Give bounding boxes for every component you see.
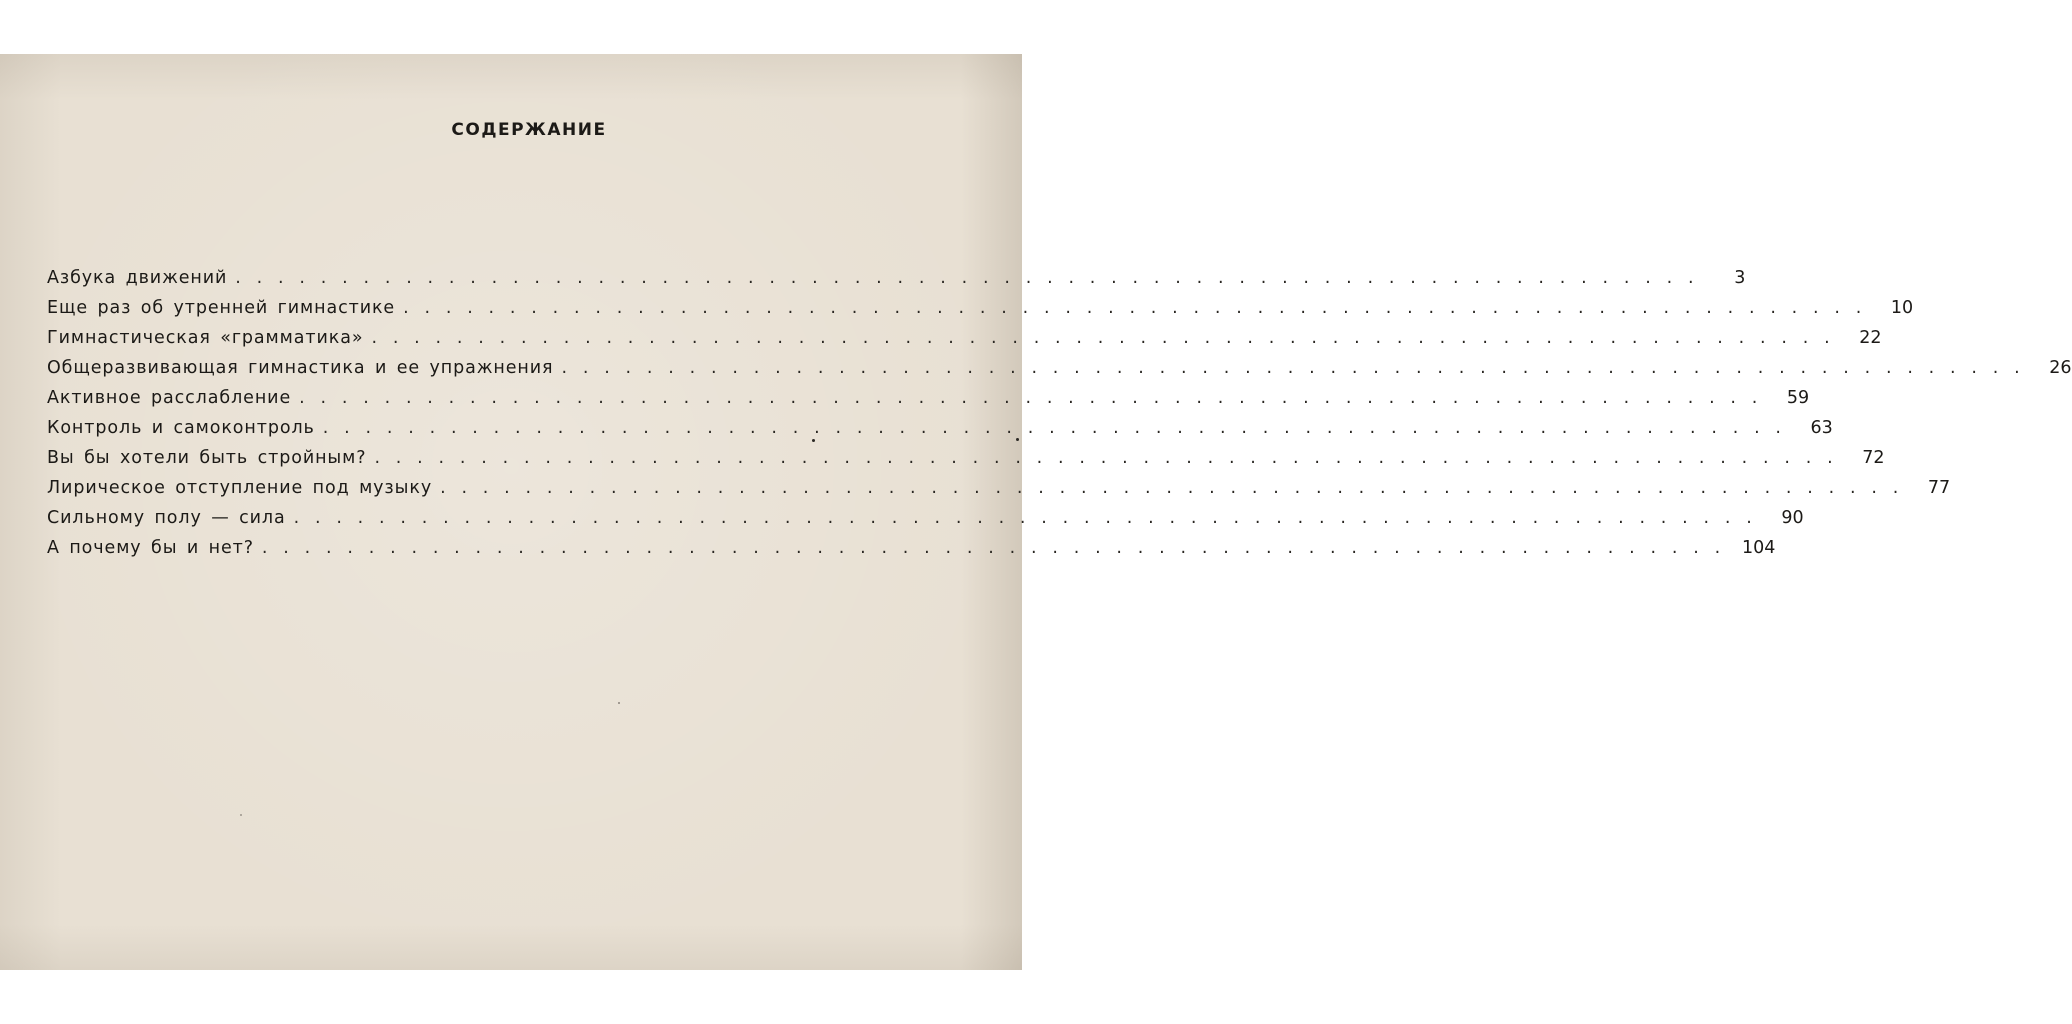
toc-entry-page: 104 (1741, 538, 1776, 558)
dot-leader: ..................................................................... (235, 268, 1710, 288)
toc-entry (47, 418, 1833, 448)
toc-entry-title: А почему бы и нет? (47, 538, 254, 558)
dot-leader: ..................................................................... (261, 538, 1736, 558)
toc-entry-title: Гимнастическая «грамматика» (47, 328, 364, 348)
page-title: СОДЕРЖАНИЕ (451, 120, 607, 140)
dot-leader: ..................................................................... (371, 328, 1846, 348)
toc-entry-title: Лирическое отступление под музыку (47, 478, 433, 498)
toc-entry-page: 72 (1862, 448, 1885, 468)
toc-entry-page: 63 (1810, 418, 1833, 438)
dot-leader: ..................................................................... (403, 298, 1878, 318)
toc-entry-title: Еще раз об утренней гимнастике (47, 298, 396, 318)
toc-entry-title: Активное расслабление (47, 388, 292, 408)
toc-entry (47, 508, 1804, 538)
dot-leader: ..................................................................... (322, 418, 1797, 438)
toc-entry (47, 538, 1776, 568)
toc-entry-page: 90 (1781, 508, 1804, 528)
paper-speck (1016, 438, 1019, 441)
toc-entry (47, 358, 2072, 388)
paper-speck (240, 814, 242, 816)
toc-entry-title: Контроль и самоконтроль (47, 418, 315, 438)
paper-speck (618, 702, 620, 704)
toc-entry (47, 448, 1885, 478)
toc-entry-page: 26 (2049, 358, 2072, 378)
dot-leader: ..................................................................... (561, 358, 2036, 378)
dot-leader: ..................................................................... (293, 508, 1768, 528)
toc-entry (47, 388, 1810, 418)
paper-speck (812, 439, 815, 442)
toc-entry-page: 22 (1859, 328, 1882, 348)
toc-entry-page: 10 (1890, 298, 1914, 318)
toc-entry-title: Вы бы хотели быть стройным? (47, 448, 367, 468)
toc-entry-page: 3 (1734, 268, 1746, 288)
toc-entry (47, 298, 1914, 328)
toc-entry-title: Сильному полу — сила (47, 508, 286, 528)
toc-entry (47, 268, 1746, 298)
toc-entry-page: 77 (1927, 478, 1951, 498)
toc-entry-title: Азбука движений (47, 268, 228, 288)
dot-leader: ..................................................................... (440, 478, 1915, 498)
book-page (0, 54, 2072, 970)
toc-entry (47, 328, 1882, 358)
dot-leader: ..................................................................... (374, 448, 1849, 468)
toc-entry (47, 478, 1951, 508)
dot-leader: ..................................................................... (299, 388, 1774, 408)
table-of-contents (47, 268, 2072, 568)
toc-entry-page: 59 (1786, 388, 1810, 408)
toc-entry-title: Общеразвивающая гимнастика и ее упражнения (47, 358, 554, 378)
